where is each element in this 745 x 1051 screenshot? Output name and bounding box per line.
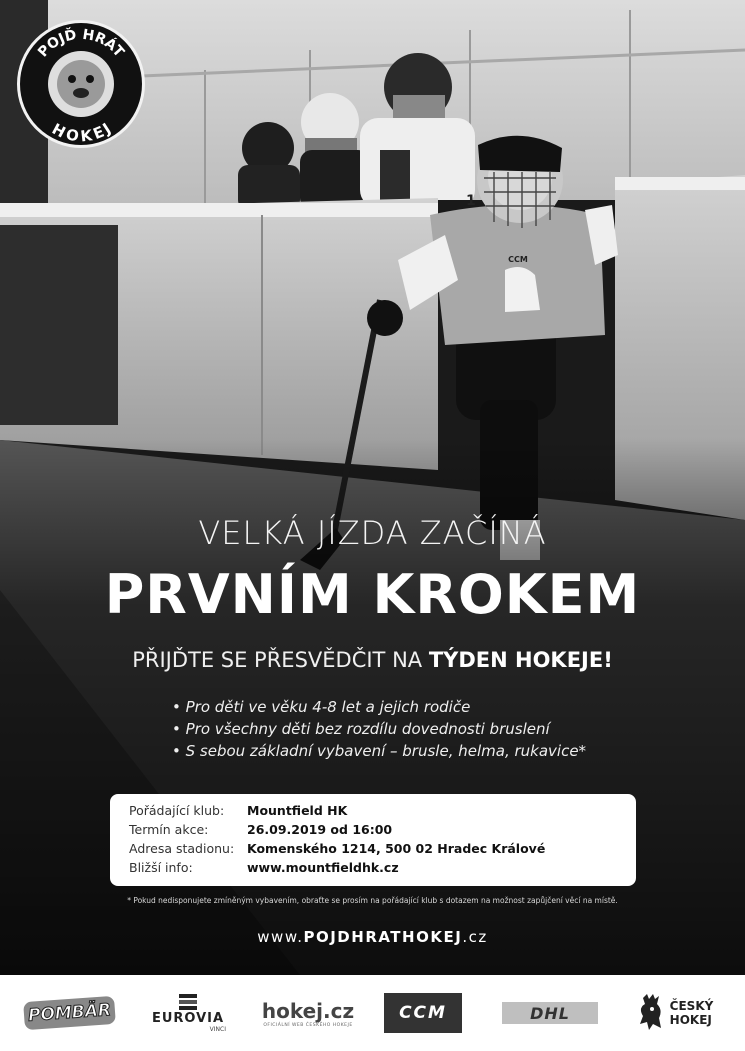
info-row-club	[129, 801, 636, 820]
subheadline-bold: TÝDEN HOKEJE!	[428, 648, 613, 672]
eurovia-logo	[140, 989, 236, 1037]
info-label: Bližší info:	[129, 860, 193, 875]
info-row-address	[129, 839, 636, 858]
cesky-hokej-line2: HOKEJ	[669, 1013, 712, 1027]
info-value: Mountfield HK	[247, 803, 348, 818]
info-value: 26.09.2019 od 16:00	[247, 822, 393, 837]
pombar-logo	[22, 989, 118, 1037]
sponsor-strip	[0, 975, 745, 1051]
ccm-logo	[384, 989, 462, 1037]
bullet-item: • S sebou základní vybavení – brusle, helma, rukavice*	[172, 740, 586, 762]
info-row-date	[129, 820, 636, 839]
hokej-cz-logo	[258, 989, 358, 1037]
info-link[interactable]: www.mountfieldhk.cz	[247, 860, 399, 875]
pojd-hrat-hokej-logo	[17, 20, 145, 148]
website-name: POJDHRATHOKEJ	[303, 928, 463, 946]
website-link[interactable]	[0, 928, 745, 946]
cesky-hokej-line1: ČESKÝ	[669, 999, 714, 1013]
hokej-cz-sub: OFICIÁLNÍ WEB ČESKÉHO HOKEJE	[263, 1022, 353, 1028]
hokej-cz-text: hokej.cz	[261, 998, 355, 1023]
ccm-text: CCM	[399, 1003, 447, 1023]
logo-text-bottom: HOKEJ	[48, 119, 114, 145]
lion-icon	[637, 994, 665, 1032]
bullet-item: • Pro děti ve věku 4-8 let a jejich rodiče	[172, 696, 586, 718]
website-prefix: www.	[257, 928, 304, 946]
headline-big: PRVNÍM KROKEM	[104, 563, 641, 626]
eurovia-text: EUROVIA	[151, 1011, 225, 1026]
bullet-list	[172, 696, 586, 762]
cesky-hokej-text	[670, 999, 714, 1027]
cesky-hokej-logo	[630, 989, 720, 1037]
info-label: Pořádající klub:	[129, 803, 225, 818]
eurovia-sub: VINCI	[209, 1026, 226, 1033]
info-label: Adresa stadionu:	[129, 841, 235, 856]
event-info-box	[110, 794, 636, 886]
headline-small: VELKÁ JÍZDA ZAČÍNÁ	[198, 514, 547, 552]
ccm-box	[384, 993, 462, 1033]
bullet-item: • Pro všechny děti bez rozdílu dovednosti bruslení	[172, 718, 586, 740]
info-row-more	[129, 858, 636, 877]
eurovia-icon	[177, 993, 199, 1011]
dhl-box	[502, 1002, 598, 1024]
logo-text-top: POJĎ HRÁT	[35, 26, 127, 61]
info-value: Komenského 1214, 500 02 Hradec Králové	[247, 841, 546, 856]
subheadline-prefix: PŘIJĎTE SE PŘESVĚDČIT NA	[132, 648, 429, 672]
footnote: * Pokud nedisponujete zmíněným vybavením, obraťte se prosím na pořádající klub s dotazem na možnost zapůjčení věcí na místě.	[127, 896, 618, 905]
subheadline	[0, 648, 745, 672]
dhl-logo	[500, 989, 600, 1037]
pombar-text: POMBÄR	[24, 996, 117, 1030]
website-suffix: .cz	[462, 928, 488, 946]
info-label: Termín akce:	[129, 822, 209, 837]
dhl-text: DHL	[530, 1003, 570, 1023]
